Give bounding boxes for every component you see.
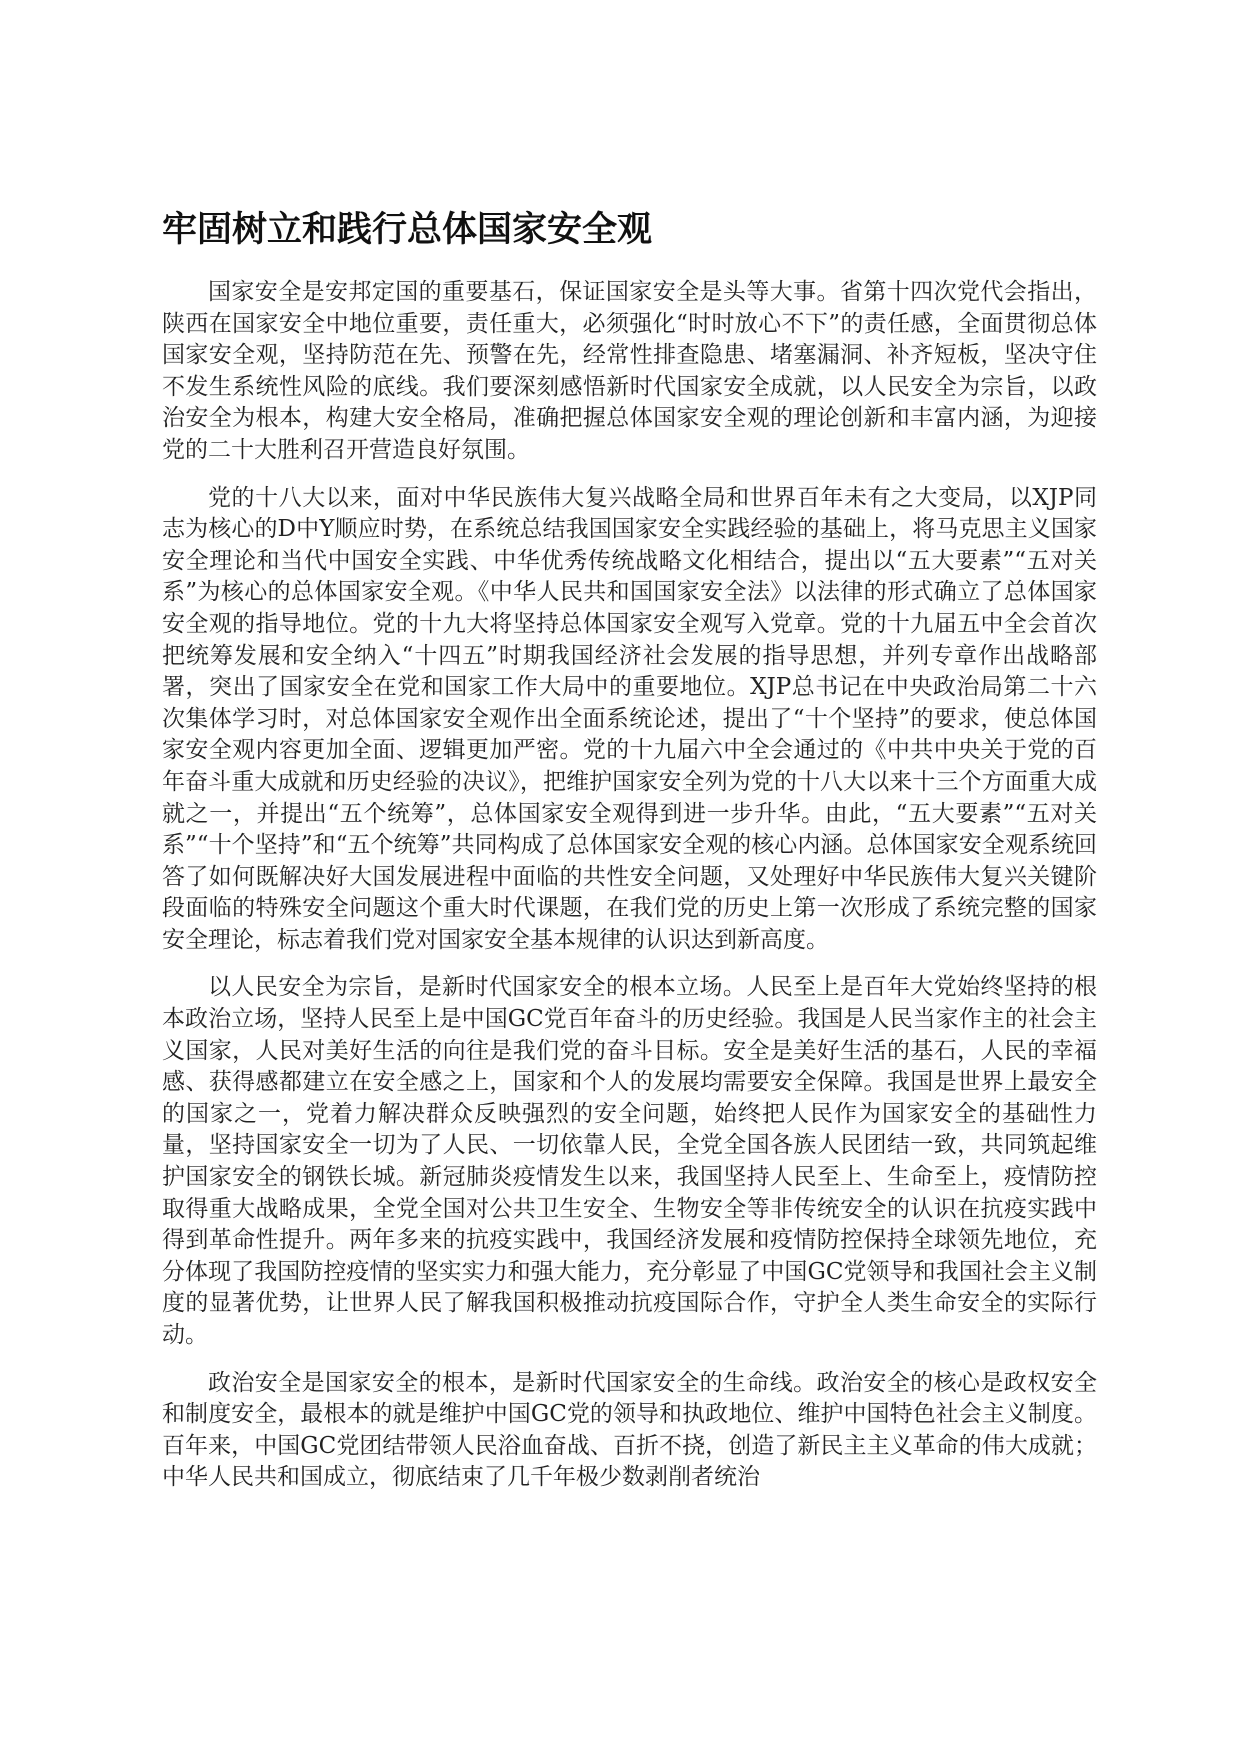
document-page bbox=[162, 205, 1097, 1510]
document-title: 牢固树立和践行总体国家安全观 bbox=[162, 210, 653, 250]
paragraph-4: 政治安全是国家安全的根本，是新时代国家安全的生命线。政治安全的核心是政权安全和制度安全，最根本的就是维护中国GC党的领导和执政地位、维护中国特色社会主义制度。百年来，中国GC党团结带领人民浴血奋战、百折不挠，创造了新民主主义革命的伟大成就；中华人民共和国成立，彻底结束了几千年极少数剥削者统治 bbox=[162, 1369, 1097, 1491]
paragraph-3: 以人民安全为宗旨，是新时代国家安全的根本立场。人民至上是百年大党始终坚持的根本政治立场，坚持人民至上是中国GC党百年奋斗的历史经验。我国是人民当家作主的社会主义国家，人民对美好生活的向往是我们党的奋斗目标。安全是美好生活的基石，人民的幸福感、获得感都建立在安全感之上，国家和个人的发展均需要安全保障。我国是世界上最安全的国家之一，党着力解决群众反映强烈的安全问题，始终把人民作为国家安全的基础性力量，坚持国家安全一切为了人民、一切依靠人民，全党全国各族人民团结一致，共同筑起维护国家安全的钢铁长城。新冠肺炎疫情发生以来，我国坚持人民至上、生命至上，疫情防控取得重大战略成果，全党全国对公共卫生安全、生物安全等非传统安全的认识在抗疫实践中得到革命性提升。两年多来的抗疫实践中，我国经济发展和疫情防控保持全球领先地位，充分体现了我国防控疫情的坚实实力和强大能力，充分彰显了中国GC党领导和我国社会主义制度的显著优势，让世界人民了解我国积极推动抗疫国际合作，守护全人类生命安全的实际行动。 bbox=[162, 974, 1097, 1348]
paragraph-2: 党的十八大以来，面对中华民族伟大复兴战略全局和世界百年未有之大变局，以XJP同志为核心的D中Y顺应时势，在系统总结我国国家安全实践经验的基础上，将马克思主义国家安全理论和当代中国安全实践、中华优秀传统战略文化相结合，提出以“五大要素”“五对关系”为核心的总体国家安全观。《中华人民共和国国家安全法》以法律的形式确立了总体国家安全观的指导地位。党的十九大将坚持总体国家安全观写入党章。党的十九届五中全会首次把统筹发展和安全纳入“十四五”时期我国经济社会发展的指导思想，并列专章作出战略部署，突出了国家安全在党和国家工作大局中的重要地位。XJP总书记在中央政治局第二十六次集体学习时，对总体国家安全观作出全面系统论述，提出了“十个坚持”的要求，使总体国家安全观内容更加全面、逻辑更加严密。党的十九届六中全会通过的《中共中央关于党的百年奋斗重大成就和历史经验的决议》，把维护国家安全列为党的十八大以来十三个方面重大成就之一，并提出“五个统筹”，总体国家安全观得到进一步升华。由此，“五大要素”“五对关系”“十个坚持”和“五个统筹”共同构成了总体国家安全观的核心内涵。总体国家安全观系统回答了如何既解决好大国发展进程中面临的共性安全问题，又处理好中华民族伟大复兴关键阶段面临的特殊安全问题这个重大时代课题，在我们党的历史上第一次形成了系统完整的国家安全理论，标志着我们党对国家安全基本规律的认识达到新高度。 bbox=[162, 484, 1097, 953]
paragraph-1: 国家安全是安邦定国的重要基石，保证国家安全是头等大事。省第十四次党代会指出，陕西在国家安全中地位重要，责任重大，必须强化“时时放心不下”的责任感，全面贯彻总体国家安全观，坚持防范在先、预警在先，经常性排查隐患、堵塞漏洞、补齐短板，坚决守住不发生系统性风险的底线。我们要深刻感悟新时代国家安全成就，以人民安全为宗旨，以政治安全为根本，构建大安全格局，准确把握总体国家安全观的理论创新和丰富内涵，为迎接党的二十大胜利召开营造良好氛围。 bbox=[162, 279, 1097, 463]
